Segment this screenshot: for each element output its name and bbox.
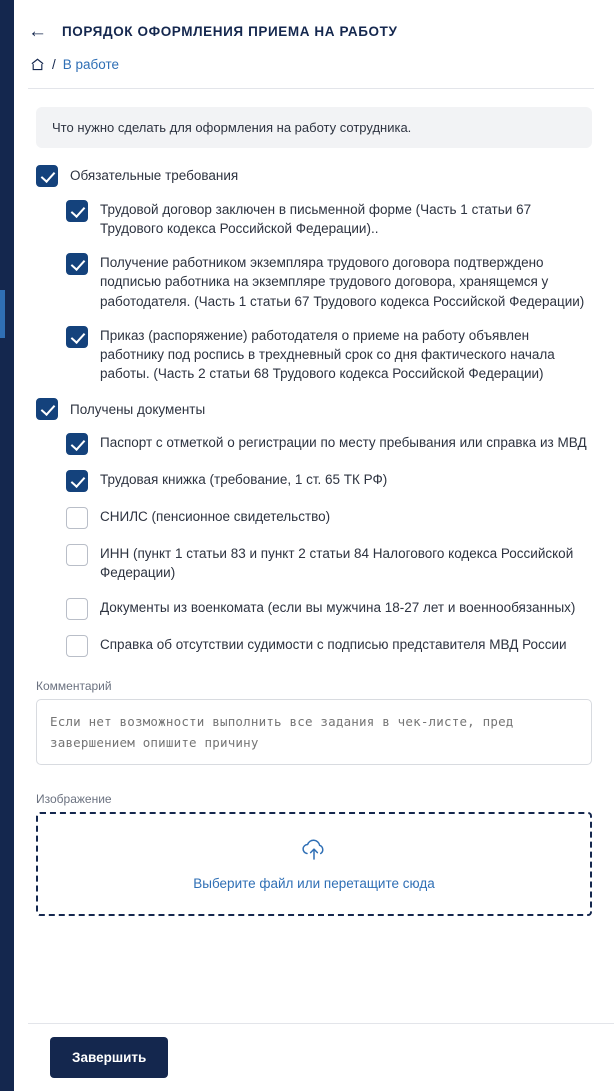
item-label: Документы из военкомата (если вы мужчина 18-27 лет и военнообязанных): [100, 599, 576, 615]
item-checkbox[interactable]: [66, 544, 88, 566]
group-label: Получены документы: [70, 401, 206, 417]
page-content: [14, 0, 614, 1091]
checklist: [36, 164, 592, 657]
group-label: Обязательные требования: [70, 168, 239, 184]
upload-cloud-icon: [299, 837, 329, 868]
checklist-item: [36, 432, 592, 455]
checklist-body: [14, 89, 614, 657]
comment-label: Комментарий: [36, 678, 112, 693]
breadcrumb-separator: /: [52, 57, 56, 72]
item-checkbox[interactable]: [66, 326, 88, 348]
item-checkbox[interactable]: [66, 433, 88, 455]
item-label: Справка об отсутствии судимости с подписью представителя МВД России: [100, 636, 567, 652]
item-label: СНИЛС (пенсионное свидетельство): [100, 509, 331, 525]
item-checkbox[interactable]: [66, 253, 88, 275]
breadcrumb: [28, 57, 594, 72]
page-title: ПОРЯДОК ОФОРМЛЕНИЯ ПРИЕМА НА РАБОТУ: [62, 24, 398, 39]
item-checkbox[interactable]: [66, 507, 88, 529]
item-checkbox[interactable]: [66, 635, 88, 657]
notice-banner: Что нужно сделать для оформления на работу сотрудника.: [36, 107, 592, 148]
home-icon[interactable]: [30, 57, 45, 72]
nav-active-indicator: [0, 290, 5, 338]
group-checkbox[interactable]: [36, 165, 58, 187]
page-footer: [28, 1023, 614, 1091]
comment-field-wrap: [14, 679, 614, 771]
item-checkbox[interactable]: [66, 200, 88, 222]
image-upload-wrap: [14, 792, 614, 916]
title-row: [28, 22, 594, 41]
arrow-left-icon[interactable]: ←: [28, 21, 47, 42]
checklist-item: [36, 543, 592, 582]
checklist-group: [36, 164, 592, 187]
checklist-item: [36, 469, 592, 492]
dropzone-hint: Выберите файл или перетащите сюда: [193, 876, 435, 892]
item-label: Приказ (распоряжение) работодателя о приеме на работу объявлен работнику под роспись в трехдневный срок со дня фактического начала работы. (Часть 2 статьи 68 Трудового кодекса Российской Федерации): [100, 327, 555, 382]
checklist-item: [36, 597, 592, 620]
item-label: Трудовой договор заключен в письменной форме (Часть 1 статьи 67 Трудового кодекса Российской Федерации)..: [100, 202, 532, 237]
checklist-item: [36, 199, 592, 238]
checklist-item: [36, 506, 592, 529]
submit-button[interactable]: Завершить: [50, 1037, 168, 1078]
checklist-item: [36, 252, 592, 310]
checklist-group: [36, 397, 592, 420]
item-label: ИНН (пункт 1 статьи 83 и пункт 2 статьи 84 Налогового кодекса Российской Федерации): [100, 546, 574, 581]
left-nav-rail: [0, 0, 14, 1091]
page-header: [14, 0, 614, 89]
item-checkbox[interactable]: [66, 598, 88, 620]
checklist-item: [36, 634, 592, 657]
breadcrumb-current[interactable]: В работе: [62, 57, 120, 72]
checklist-item: [36, 325, 592, 383]
item-label: Паспорт с отметкой о регистрации по месту пребывания или справка из МВД: [100, 435, 587, 451]
item-label: Трудовая книжка (требование, 1 ст. 65 ТК РФ): [100, 472, 388, 488]
group-checkbox[interactable]: [36, 398, 58, 420]
image-upload-label: Изображение: [36, 792, 112, 807]
file-dropzone[interactable]: [36, 812, 592, 916]
comment-input[interactable]: [36, 699, 592, 766]
item-checkbox[interactable]: [66, 470, 88, 492]
item-label: Получение работником экземпляра трудового договора подтверждено подписью работника на экземпляре трудового договора, хранящемся у работодателя. (Часть 1 статьи 67 Трудового кодекса Российской Федерации): [100, 255, 585, 309]
